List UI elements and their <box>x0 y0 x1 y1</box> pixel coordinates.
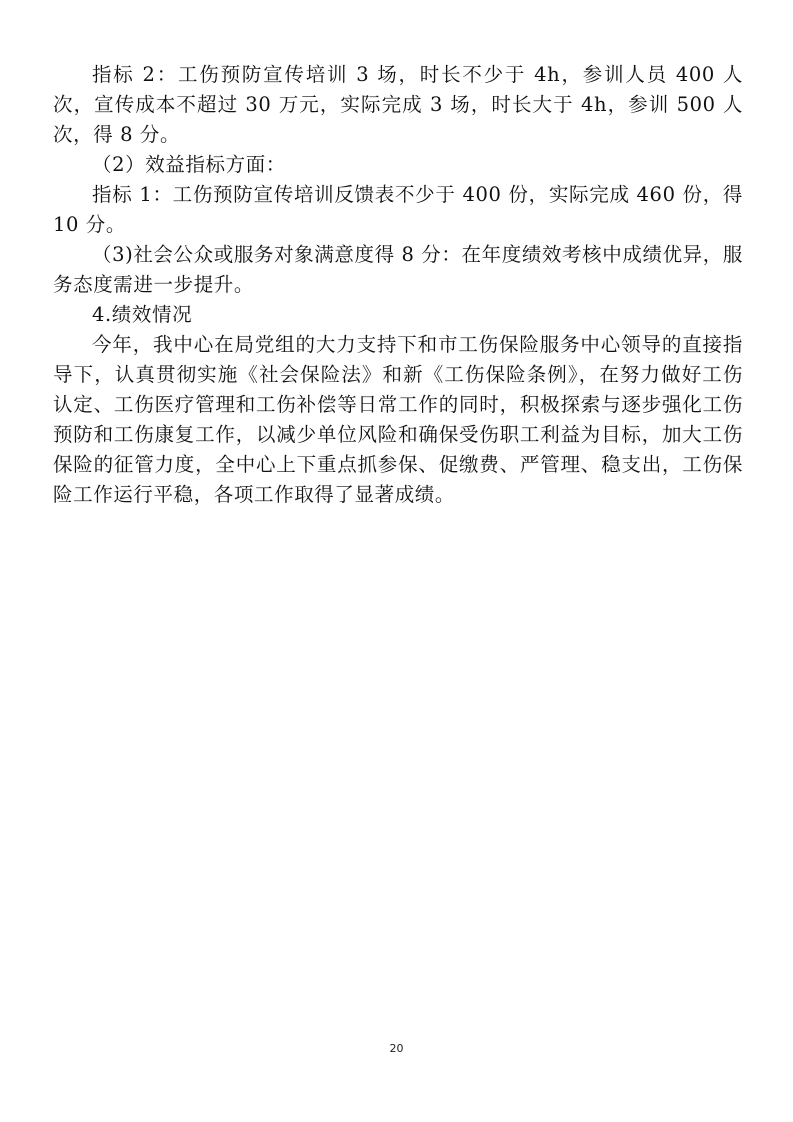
paragraph-indicator-1: 指标 1：工伤预防宣传培训反馈表不少于 400 份，实际完成 460 份，得 10 分。 <box>53 183 743 236</box>
paragraph-satisfaction: （3)社会公众或服务对象满意度得 8 分：在年度绩效考核中成绩优异，服务态度需进一步提升。 <box>53 243 743 296</box>
paragraph-performance-summary: 今年，我中心在局党组的大力支持下和市工伤保险服务中心领导的直接指导下，认真贯彻实施《社会保险法》和新《工伤保险条例》，在努力做好工伤认定、工伤医疗管理和工伤补偿等日常工作的同时，积极探索与逐步强化工伤预防和工伤康复工作，以减少单位风险和确保受伤职工利益为目标，加大工伤保险的征管力度，全中心上下重点抓参保、促缴费、严管理、稳支出，工伤保险工作运行平稳，各项工作取得了显著成绩。 <box>53 333 743 506</box>
paragraph-benefit-heading: （2）效益指标方面： <box>92 153 286 176</box>
page-number: 20 <box>389 1042 404 1055</box>
paragraph-indicator-2: 指标 2：工伤预防宣传培训 3 场，时长不少于 4h，参训人员 400 人次，宣传成本不超过 30 万元，实际完成 3 场，时长大于 4h，参训 500 人次，得 8 分。 <box>53 63 743 146</box>
section-heading-performance: 4.绩效情况 <box>92 303 193 326</box>
document-body <box>53 60 743 510</box>
